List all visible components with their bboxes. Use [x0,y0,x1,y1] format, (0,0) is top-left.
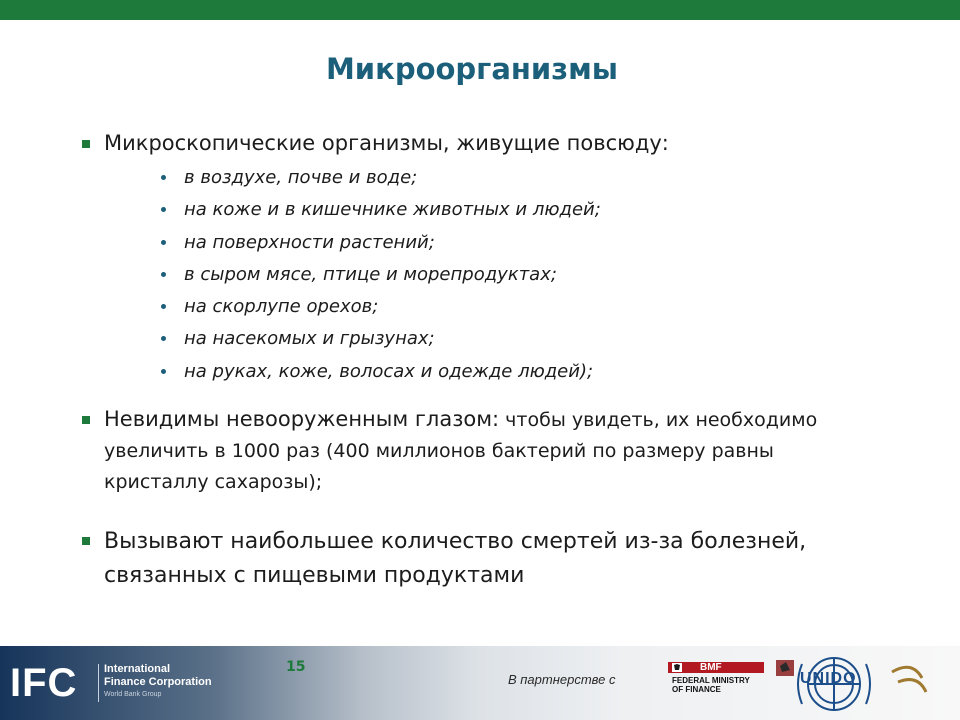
square-bullet-icon [82,140,90,148]
list-item: в воздухе, почве и воде; [160,162,878,194]
round-bullet-icon [161,336,166,341]
eagle-icon [670,661,700,673]
ifc-logo-mark: IFC [10,661,78,705]
unido-logo-text: UNIDO [800,670,857,687]
list-item: на насекомых и грызунах; [160,323,878,355]
locations-list [78,162,878,388]
slide-title: Микроорганизмы [325,52,619,86]
ifc-logo-name: International Finance Corporation [104,663,212,688]
top-accent-bar [0,0,960,20]
bullet-text: Вызывают наибольшее количество смертей из-за болезней, связанных с пищевыми продуктами [104,529,807,589]
list-item: в сыром мясе, птице и морепродуктах; [160,259,878,291]
logo-divider [98,664,99,702]
round-bullet-icon [161,369,166,374]
bmf-logo [668,660,768,702]
round-bullet-icon [161,240,166,245]
bullet-cause-deaths [78,525,878,593]
round-bullet-icon [161,175,166,180]
un-emblem-icon [772,652,952,716]
bullet-lead-text: Невидимы невооруженным глазом: [104,407,500,432]
square-bullet-icon [82,416,90,424]
slide-body [78,128,878,593]
list-item: на руках, коже, волосах и одежде людей); [160,356,878,388]
list-item: на скорлупе орехов; [160,291,878,323]
bmf-logo-strip: BMF [668,662,764,673]
round-bullet-icon [161,272,166,277]
square-bullet-icon [82,537,90,545]
unido-logo [772,652,952,716]
round-bullet-icon [161,304,166,309]
partner-caption: В партнерстве с [508,672,616,687]
bullet-invisible-to-eye [78,404,878,497]
bullet-microorganisms-everywhere [78,128,878,158]
list-item: на поверхности растений; [160,227,878,259]
bmf-logo-text: FEDERAL MINISTRY OF FINANCE [672,676,750,694]
page-number: 15 [286,659,306,675]
list-item: на коже и в кишечнике животных и людей; [160,194,878,226]
bullet-rest-text: чтобы увидеть, их необходимо увеличить в 1000 раз (400 миллионов бактерий по размеру равны кристаллу сахарозы); [104,409,818,494]
round-bullet-icon [161,207,166,212]
ifc-logo-subtitle: World Bank Group [104,691,162,698]
footer-bar [0,646,960,720]
bullet-text: Микроскопические организмы, живущие повсюду: [104,131,669,155]
